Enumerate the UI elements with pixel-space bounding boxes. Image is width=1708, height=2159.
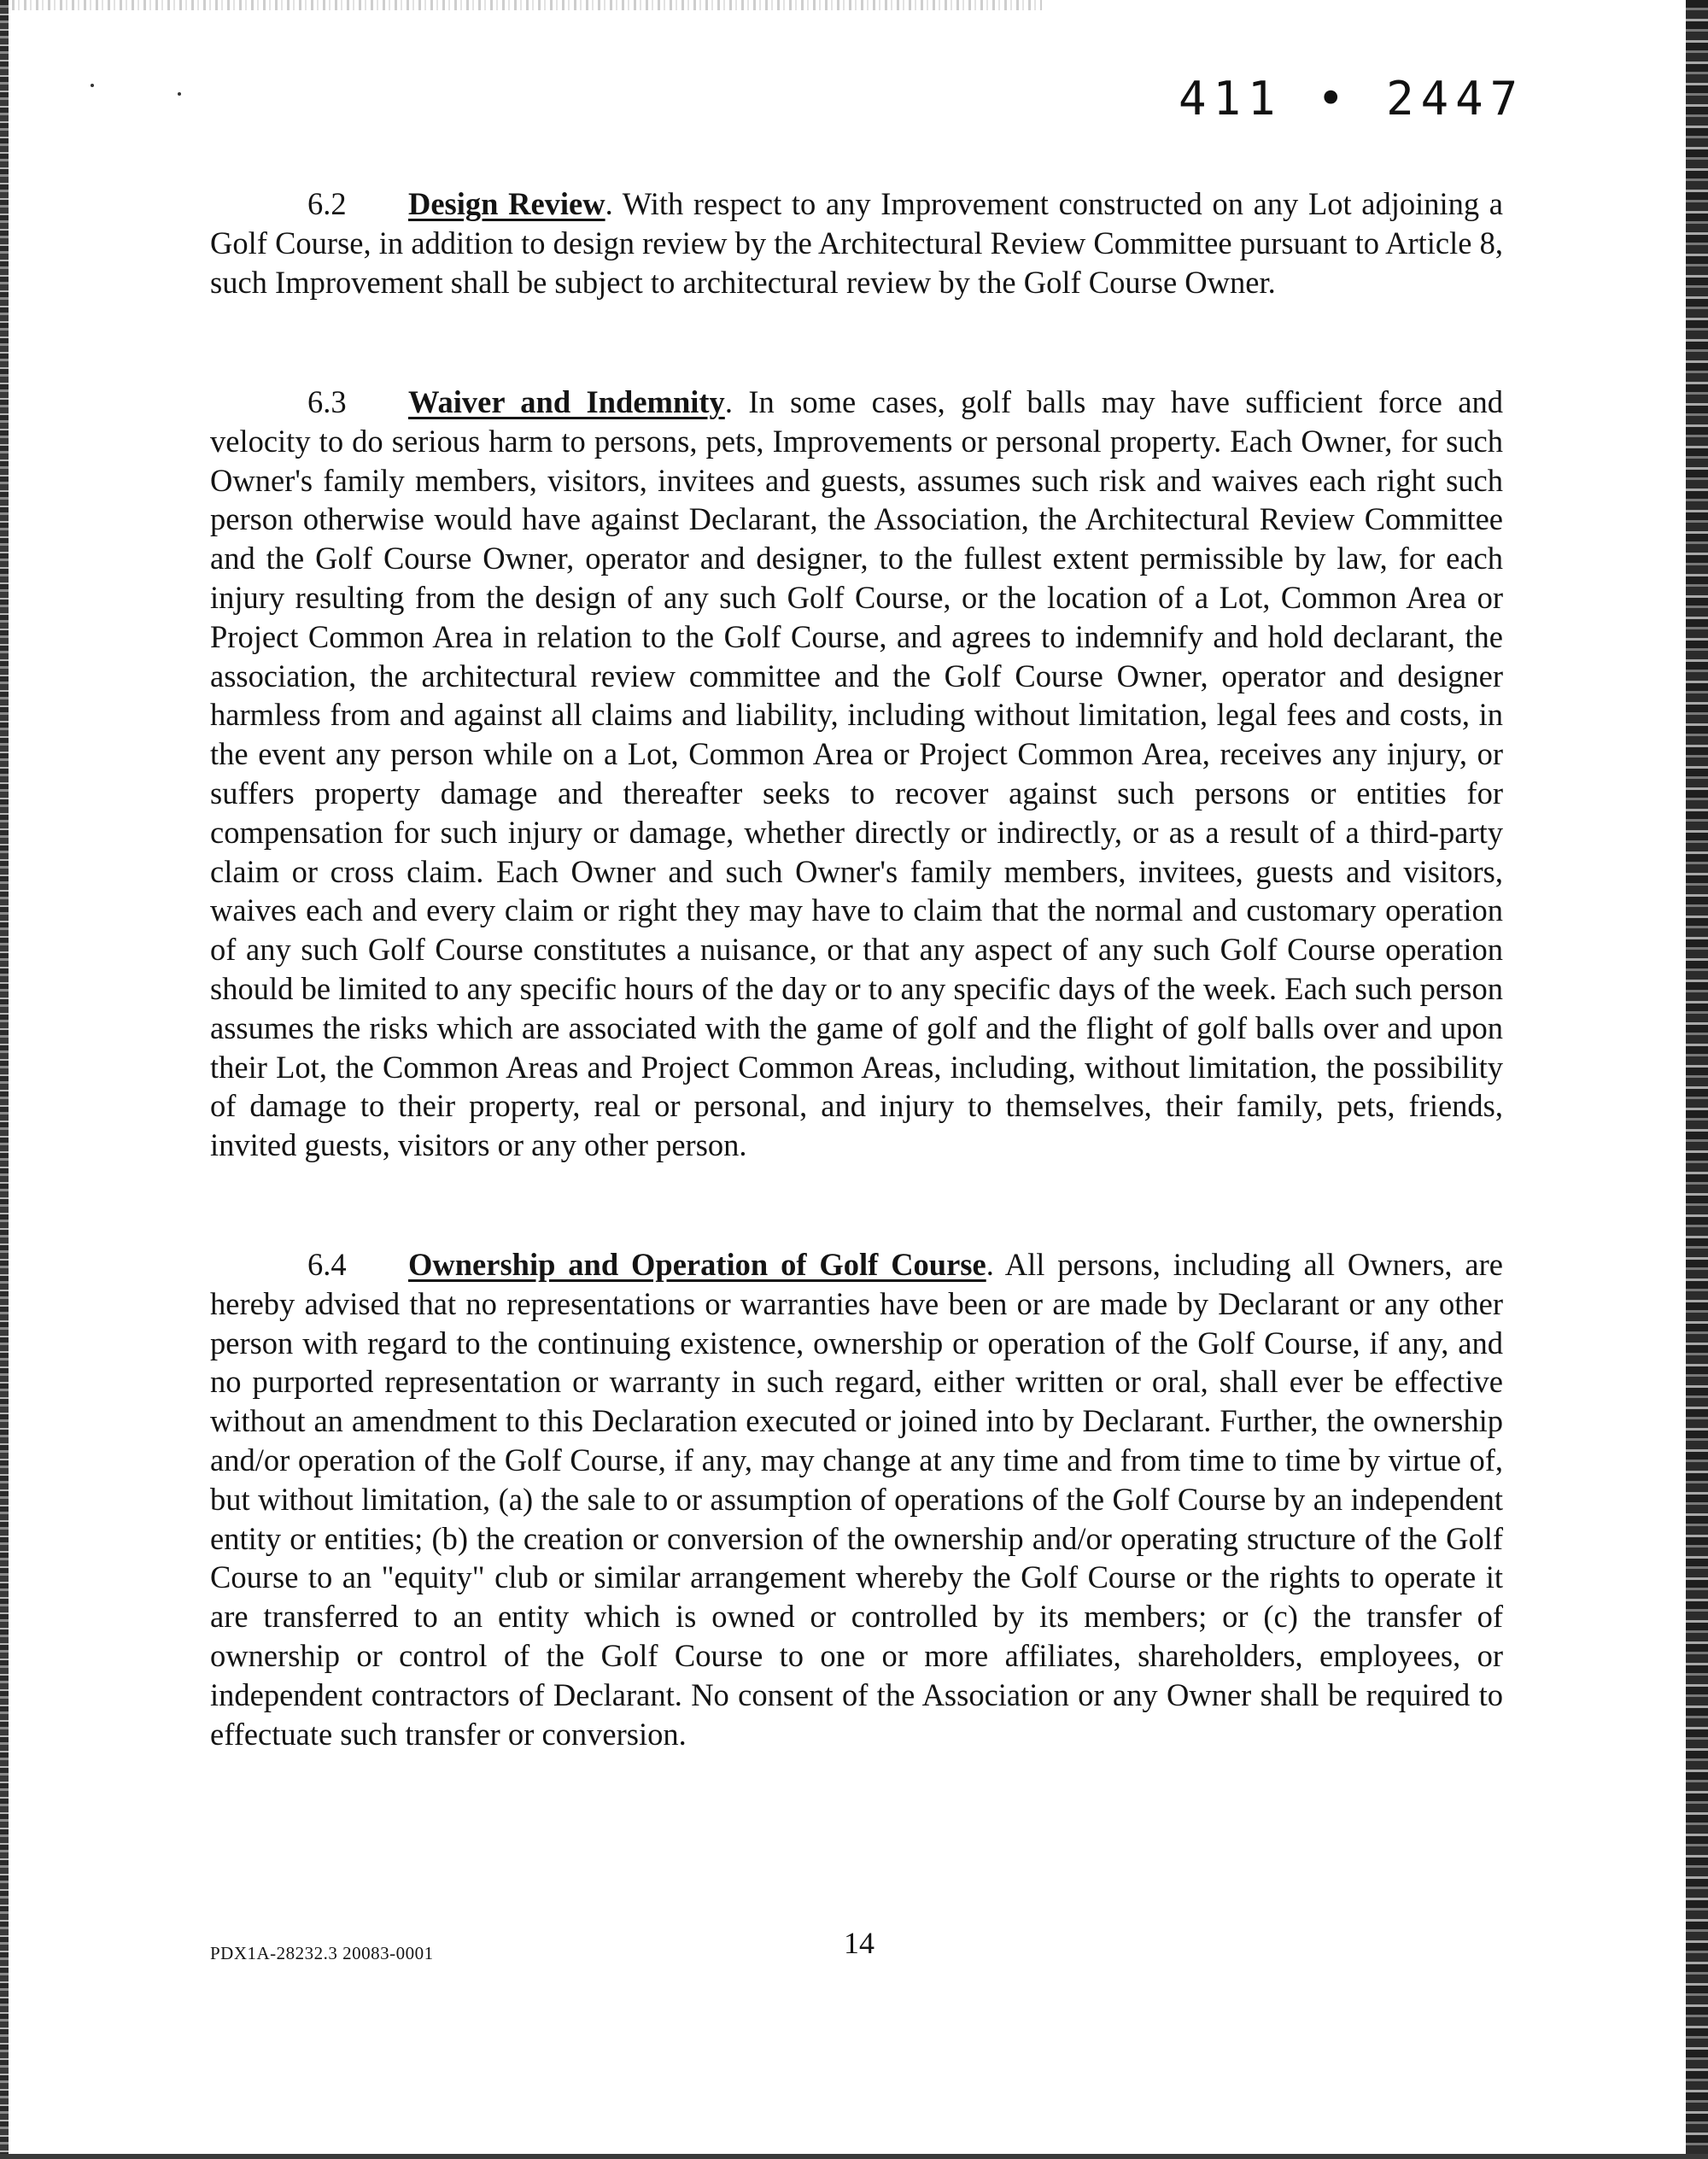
footer-document-code: PDX1A-28232.3 20083-0001 [210, 1943, 434, 1963]
section-heading: Design Review [408, 186, 605, 221]
section-heading: Waiver and Indemnity [408, 384, 725, 419]
scan-speck [91, 84, 94, 87]
scan-artifact-bottom [0, 2154, 1708, 2159]
section-number: 6.4 [307, 1247, 347, 1282]
section-6-3 [210, 383, 1503, 1165]
section-body: . With respect to any Improvement constructed on any Lot adjoining a Golf Course, in addition to design review by the Architectural Review Committee pursuant to Article 8, such Improvement shall be subject to architectural review by the Golf Course Owner. [210, 186, 1504, 300]
section-body: . In some cases, golf balls may have sufficient force and velocity to do serious harm to persons, pets, Improvements or personal property. Each Owner, for such Owner's family members, visitors, invitees and guests, assumes such risk and waives each right such person otherwise would have against Declarant, the Association, the Architectural Review Committee and the Golf Course Owner, operator and designer, to the fullest extent permissible by law, for each injury resulting from the design of any such Golf Course, or the location of a Lot, Common Area or Project Common Area in relation to the Golf Course, and agrees to indemnify and hold declarant, the association, the architectural review committee and the Golf Course Owner, operator and designer harmless from and against all claims and liability, including without limitation, legal fees and costs, in the event any person while on a Lot, Common Area or Project Common Area, receives any injury, or suffers property damage and thereafter seeks to recover against such persons or entities for compensation for such injury or damage, whether directly or indirectly, or as a result of a third-party claim or cross claim. Each Owner and such Owner's family members, invitees, guests and visitors, waives each and every claim or right they may have to claim that the normal and customary operation of any such Golf Course constitutes a nuisance, or that any aspect of any such Golf Course operation should be limited to any specific hours of the day or to any specific days of the week. Each such person assumes the risks which are associated with the game of golf and the flight of golf balls over and upon their Lot, the Common Areas and Project Common Areas, including, without limitation, the possibility of damage to their property, real or personal, and injury to themselves, their family, pets, friends, invited guests, visitors or any other person. [210, 384, 1503, 1163]
section-6-2 [210, 184, 1503, 301]
scan-artifact-right [1686, 0, 1708, 2159]
section-6-4 [210, 1245, 1503, 1753]
recording-number: 411 • 2447 [1179, 72, 1525, 126]
scan-artifact-top [0, 0, 1042, 10]
section-heading: Ownership and Operation of Golf Course [408, 1247, 986, 1282]
scan-artifact-left [0, 0, 9, 2159]
scan-speck [178, 92, 181, 96]
section-number: 6.2 [307, 186, 347, 221]
footer-page-number: 14 [844, 1926, 874, 1960]
section-body: . All persons, including all Owners, are hereby advised that no representations or warranties have been or are made by Declarant or any other person with regard to the continuing existence, ownership or operation of the Golf Course, if any, and no purported representation or warranty in such regard, either written or oral, shall ever be effective without an amendment to this Declaration executed or joined into by Declarant. Further, the ownership and/or operation of the Golf Course, if any, may change at any time and from time to time by virtue of, but without limitation, (a) the sale to or assumption of operations of the Golf Course by an independent entity or entities; (b) the creation or conversion of the ownership and/or operating structure of the Golf Course to an "equity" club or similar arrangement whereby the Golf Course or the rights to operate it are transferred to an entity which is owned or controlled by its members; or (c) the transfer of ownership or control of the Golf Course to one or more affiliates, shareholders, employees, or independent contractors of Declarant. No consent of the Association or any Owner shall be required to effectuate such transfer or conversion. [210, 1247, 1503, 1752]
section-number: 6.3 [307, 384, 347, 419]
